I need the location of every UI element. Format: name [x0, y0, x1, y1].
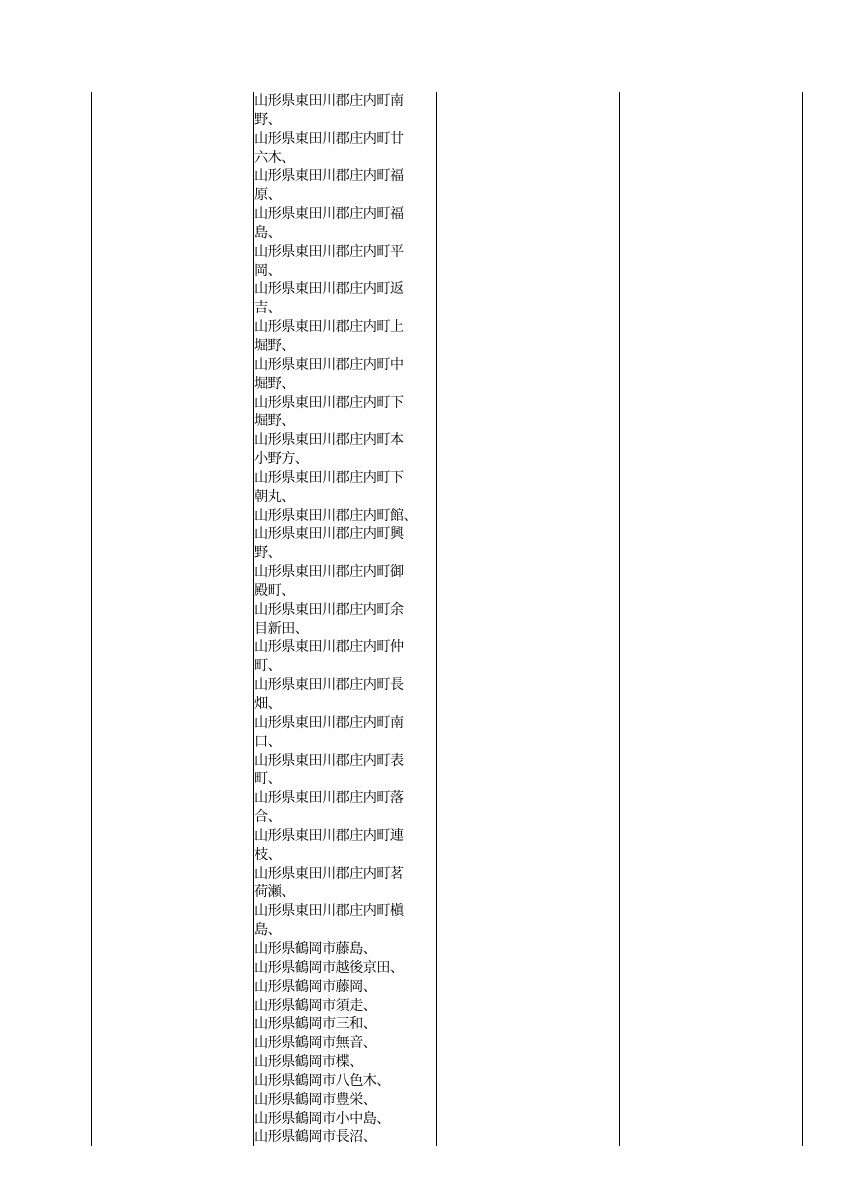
address-line: 山形県東田川郡庄内町下	[254, 469, 404, 486]
address-line: 山形県東田川郡庄内町福	[254, 206, 404, 223]
address-line: 山形県東田川郡庄内町返	[254, 281, 404, 298]
address-line: 小野方、	[254, 451, 309, 468]
address-line: 山形県鶴岡市藤岡、	[254, 978, 377, 995]
address-line: 山形県鶴岡市小中島、	[254, 1110, 390, 1127]
address-line: 山形県東田川郡庄内町下	[254, 394, 404, 411]
column-border-3	[436, 92, 437, 1146]
address-line: 朝丸、	[254, 488, 295, 505]
address-line: 町、	[254, 658, 282, 675]
address-line: 山形県東田川郡庄内町上	[254, 319, 404, 336]
address-line: 吉、	[254, 300, 282, 317]
address-line: 山形県東田川郡庄内町南	[254, 93, 404, 109]
address-line: 山形県鶴岡市越後京田、	[254, 959, 404, 976]
address-line: 原、	[254, 187, 282, 204]
column-border-5	[802, 92, 803, 1146]
address-line: 山形県東田川郡庄内町落	[254, 790, 404, 807]
address-line: 堀野、	[254, 413, 295, 430]
address-line: 山形県鶴岡市楪、	[254, 1054, 363, 1071]
column-border-1	[91, 92, 92, 1146]
address-line: 堀野、	[254, 337, 295, 354]
address-list	[254, 92, 436, 1146]
address-line: 山形県鶴岡市長沼、	[254, 1129, 377, 1146]
address-line: 岡、	[254, 262, 282, 279]
address-line: 町、	[254, 771, 282, 788]
address-line: 山形県鶴岡市三和、	[254, 1016, 377, 1033]
address-line: 畑、	[254, 696, 282, 712]
address-line: 山形県東田川郡庄内町平	[254, 243, 404, 260]
address-line: 山形県東田川郡庄内町中	[254, 356, 404, 373]
address-line: 山形県東田川郡庄内町本	[254, 432, 404, 449]
column-border-4	[619, 92, 620, 1146]
address-line: 荷瀬、	[254, 884, 295, 901]
address-line: 堀野、	[254, 375, 295, 392]
address-line: 六木、	[254, 149, 295, 166]
address-line: 山形県東田川郡庄内町興	[254, 526, 404, 543]
address-line: 口、	[254, 733, 282, 750]
address-line: 山形県鶴岡市八色木、	[254, 1072, 390, 1089]
address-line: 山形県東田川郡庄内町連	[254, 827, 404, 844]
address-line: 山形県東田川郡庄内町仲	[254, 639, 404, 656]
address-line: 野、	[254, 545, 282, 562]
address-line: 山形県東田川郡庄内町廿	[254, 130, 404, 147]
address-line: 野、	[254, 111, 282, 128]
address-line: 山形県鶴岡市藤島、	[254, 940, 377, 957]
address-line: 山形県東田川郡庄内町表	[254, 752, 404, 769]
address-line: 山形県東田川郡庄内町槇	[254, 903, 404, 920]
address-line: 山形県東田川郡庄内町福	[254, 168, 404, 185]
address-line: 島、	[254, 922, 282, 939]
address-line: 山形県東田川郡庄内町館、	[254, 507, 418, 524]
address-line: 山形県東田川郡庄内町南	[254, 714, 404, 731]
address-line: 合、	[254, 809, 282, 826]
address-line: 山形県東田川郡庄内町長	[254, 677, 404, 694]
address-line: 山形県東田川郡庄内町余	[254, 601, 404, 618]
address-line: 枝、	[254, 846, 282, 863]
address-line: 山形県鶴岡市豊栄、	[254, 1091, 377, 1108]
address-line: 目新田、	[254, 620, 309, 637]
address-cell	[254, 92, 436, 1146]
address-line: 山形県鶴岡市須走、	[254, 997, 377, 1014]
address-line: 山形県東田川郡庄内町御	[254, 564, 404, 581]
address-line: 山形県東田川郡庄内町茗	[254, 865, 404, 882]
address-line: 山形県鶴岡市無音、	[254, 1035, 377, 1052]
address-line: 殿町、	[254, 582, 295, 599]
address-line: 島、	[254, 224, 282, 241]
